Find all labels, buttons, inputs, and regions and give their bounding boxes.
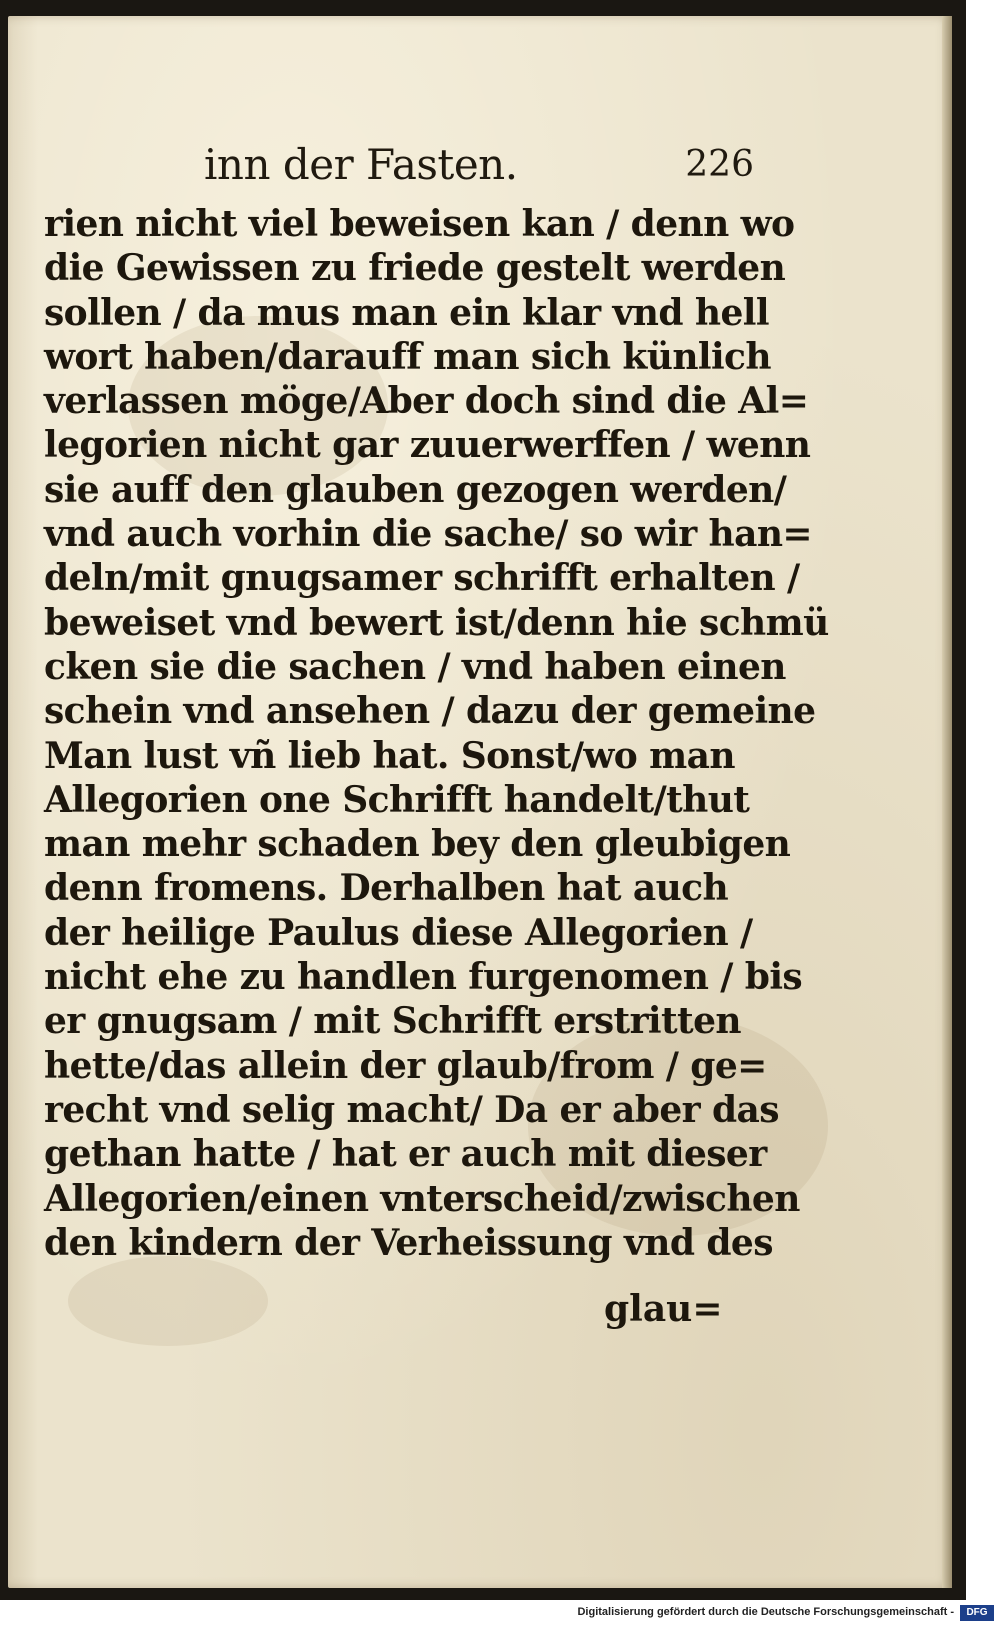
page-number: 226 [685,144,754,185]
text-line: er gnugsam / mit Schrifft erstritten [44,1000,741,1043]
text-line: Allegorien one Schrifft handelt/thut [44,778,750,821]
text-line: rien nicht viel beweisen kan / denn wo [44,203,795,245]
text-line: man mehr schaden bey den gleubigen [44,823,791,866]
text-line: schein vnd ansehen / dazu der gemeine [44,690,816,733]
text-line: legorien nicht gar zuuerwerffen / wenn [44,424,811,467]
text-line: deln/mit gnugsamer schrifft erhalten / [44,557,800,600]
text-line: vnd auch vorhin die sache/ so wir han= [44,513,812,556]
paper-stain [68,1256,268,1346]
text-line: nicht ehe zu handlen furgenomen / bis [44,956,803,999]
footer-credit: Digitalisierung gefördert durch die Deutsche Forschungsgemeinschaft - [577,1606,954,1618]
text-line: wort haben/darauff man sich künlich [44,335,771,378]
text-line: Man lust vñ lieb hat. Sonst/wo man [44,734,735,777]
text-line: sie auff den glauben gezogen werden/ [44,468,787,511]
text-line: der heilige Paulus diese Allegorien / [44,911,753,954]
book-page [8,16,952,1588]
text-line: sollen / da mus man ein klar vnd hell [44,291,769,334]
dfg-logo: DFG [960,1605,994,1621]
text-line: verlassen möge/Aber doch sind die Al= [44,380,809,423]
text-line: Allegorien/einen vnterscheid/zwischen [44,1177,800,1220]
text-line: beweiset vnd bewert ist/denn hie schmü [44,601,829,644]
catchword: glau= [604,1288,723,1330]
page-edge [942,16,952,1588]
footer-bar [0,1602,1000,1627]
text-line: denn fromens. Derhalben hat auch [44,867,729,910]
text-line: den kindern der Verheissung vnd des [44,1221,773,1264]
text-line: hette/das allein der glaub/from / ge= [44,1044,767,1087]
text-line: recht vnd selig macht/ Da er aber das [44,1088,779,1131]
page-header [204,140,754,196]
text-line: die Gewissen zu friede gestelt werden [44,247,786,290]
text-line: cken sie die sachen / vnd haben einen [44,645,786,688]
running-head: inn der Fasten. [204,140,518,189]
body-text [44,202,829,1265]
text-line: gethan hatte / hat er auch mit dieser [44,1133,767,1176]
